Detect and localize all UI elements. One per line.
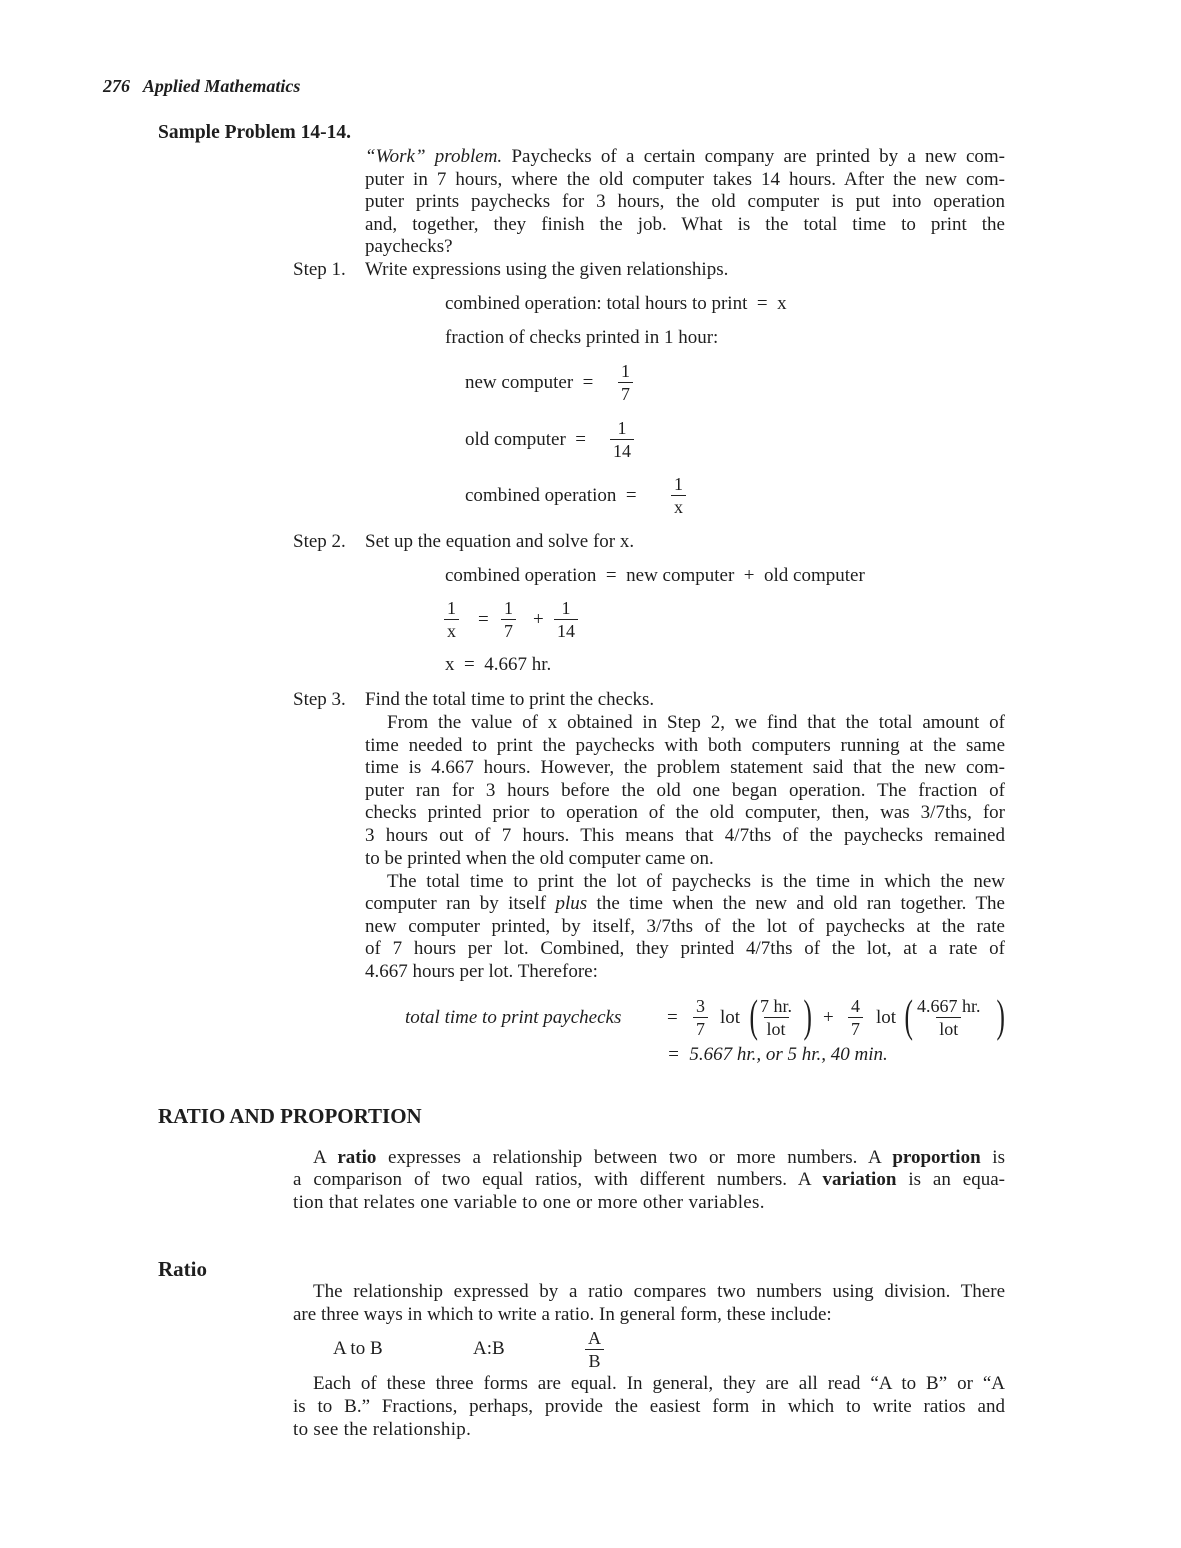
old-computer-label: old computer = (465, 429, 586, 450)
term-proportion: proportion (892, 1147, 981, 1168)
problem-line: puter in 7 hours, where the old computer takes 14 hours. After the new com- (365, 169, 1005, 190)
step1-text: Write expressions using the given relationships. (365, 259, 729, 280)
step3-label: Step 3. (293, 689, 346, 710)
step3-para1-line: From the value of x obtained in Step 2, we find that the total amount of (387, 712, 1005, 733)
formula-rate-7hr: 7 hr. lot (760, 996, 793, 1039)
ratio-line: to see the relationship. (293, 1419, 472, 1440)
old-computer-fraction: $\frac{1}{14}$ (610, 417, 634, 462)
book-title: Applied Mathematics (142, 76, 301, 96)
left-paren: ( (749, 990, 758, 1041)
step2-result: x = 4.667 hr. (445, 654, 552, 675)
formula-rate-4667hr: 4.667 hr. lot (917, 996, 981, 1039)
eq-fraction-14: $\frac{1}{14}$ (554, 597, 578, 642)
combined-line: combined operation: total hours to print = x (445, 293, 787, 314)
formula-plus: + (823, 1007, 834, 1028)
left-paren: ( (904, 990, 913, 1041)
formula-equals: = (667, 1007, 678, 1028)
step3-para1-line: puter ran for 3 hours before the old one began operation. The fraction of (365, 780, 1005, 801)
step3-para2-line: computer ran by itself plus the time when the new and old ran together. The (365, 893, 1005, 914)
formula-result: = 5.667 hr., or 5 hr., 40 min. (667, 1044, 888, 1065)
step3-para1-line: checks printed prior to operation of the old computer, then, was 3/7ths, for (365, 802, 1005, 823)
formula-lot: lot (720, 1007, 741, 1028)
fraction-line: fraction of checks printed in 1 hour: (445, 327, 719, 348)
problem-line: puter prints paychecks for 3 hours, the old computer is put into operation (365, 191, 1005, 212)
combined-operation-fraction: $\frac{1}{x}$ (671, 473, 686, 518)
step3-para1-line: time is 4.667 hours. However, the problem statement said that the new com- (365, 757, 1005, 778)
term-variation: variation (822, 1169, 897, 1190)
sample-problem-title: Sample Problem 14-14. (158, 122, 352, 143)
right-paren: ) (996, 990, 1005, 1041)
problem-text: Paychecks of a certain company are printed by a new com- (502, 146, 1006, 167)
formula-lot: lot (876, 1007, 897, 1028)
new-computer-label: new computer = (465, 372, 594, 393)
equation-words: combined operation = new computer + old computer (445, 565, 865, 586)
formula-lhs: total time to print paychecks (405, 1007, 622, 1028)
step3-para2-line: of 7 hours per lot. Combined, they printed 4/7ths of the lot, at a rate of (365, 938, 1005, 959)
page-number: 276 (103, 76, 130, 96)
formula-fraction-3-7: $\frac{3}{7}$ (693, 995, 708, 1040)
step3-text: Find the total time to print the checks. (365, 689, 655, 710)
new-computer-fraction: $\frac{1}{7}$ (618, 360, 633, 405)
form-a-over-b: $\frac{A}{B}$ (585, 1327, 604, 1372)
plus-emphasis: plus (555, 893, 588, 914)
running-header (103, 74, 300, 98)
term-ratio: ratio (337, 1147, 377, 1168)
section-heading: RATIO AND PROPORTION (158, 1104, 422, 1128)
step3-para2-line: 4.667 hours per lot. Therefore: (365, 961, 598, 982)
eq-lhs-fraction: $\frac{1}{x}$ (444, 597, 459, 642)
ratio-proportion-line: a comparison of two equal ratios, with different numbers. A variation is an equa- (293, 1169, 1005, 1190)
eq-plus: + (533, 609, 544, 630)
step3-para1-line: time needed to print the paychecks with both computers running at the same (365, 735, 1005, 756)
ratio-line: Each of these three forms are equal. In general, they are all read “A to B” or “A (313, 1373, 1005, 1394)
form-a-colon-b: A:B (473, 1338, 505, 1359)
step2-text: Set up the equation and solve for x. (365, 531, 635, 552)
step2-label: Step 2. (293, 531, 346, 552)
ratio-line: The relationship expressed by a ratio compares two numbers using division. There (313, 1281, 1005, 1302)
right-paren: ) (803, 990, 812, 1041)
step3-para2-line: The total time to print the lot of paychecks is the time in which the new (387, 871, 1005, 892)
ratio-proportion-line: tion that relates one variable to one or more other variables. (293, 1192, 765, 1213)
step1-label: Step 1. (293, 259, 346, 280)
formula-fraction-4-7: $\frac{4}{7}$ (848, 995, 863, 1040)
subsection-heading: Ratio (158, 1257, 207, 1281)
ratio-line: is to B.” Fractions, perhaps, provide the easiest form in which to write ratios and (293, 1396, 1005, 1417)
step3-para1-line: to be printed when the old computer came on. (365, 848, 714, 869)
ratio-proportion-line: A ratio expresses a relationship between two or more numbers. A proportion is (313, 1147, 1005, 1168)
problem-line: paychecks? (365, 236, 453, 257)
problem-line (365, 145, 1005, 169)
combined-operation-label: combined operation = (465, 485, 637, 506)
ratio-line: are three ways in which to write a ratio. In general form, these include: (293, 1304, 832, 1325)
work-problem-label: “Work” problem. (365, 146, 503, 167)
eq-equals: = (478, 609, 489, 630)
problem-line: and, together, they finish the job. What is the total time to print the (365, 214, 1005, 235)
step3-para1-line: 3 hours out of 7 hours. This means that 4/7ths of the paychecks remained (365, 825, 1005, 846)
eq-fraction-7: $\frac{1}{7}$ (501, 597, 516, 642)
form-a-to-b: A to B (333, 1338, 383, 1359)
step3-para2-line: new computer printed, by itself, 3/7ths of the lot of paychecks at the rate (365, 916, 1005, 937)
